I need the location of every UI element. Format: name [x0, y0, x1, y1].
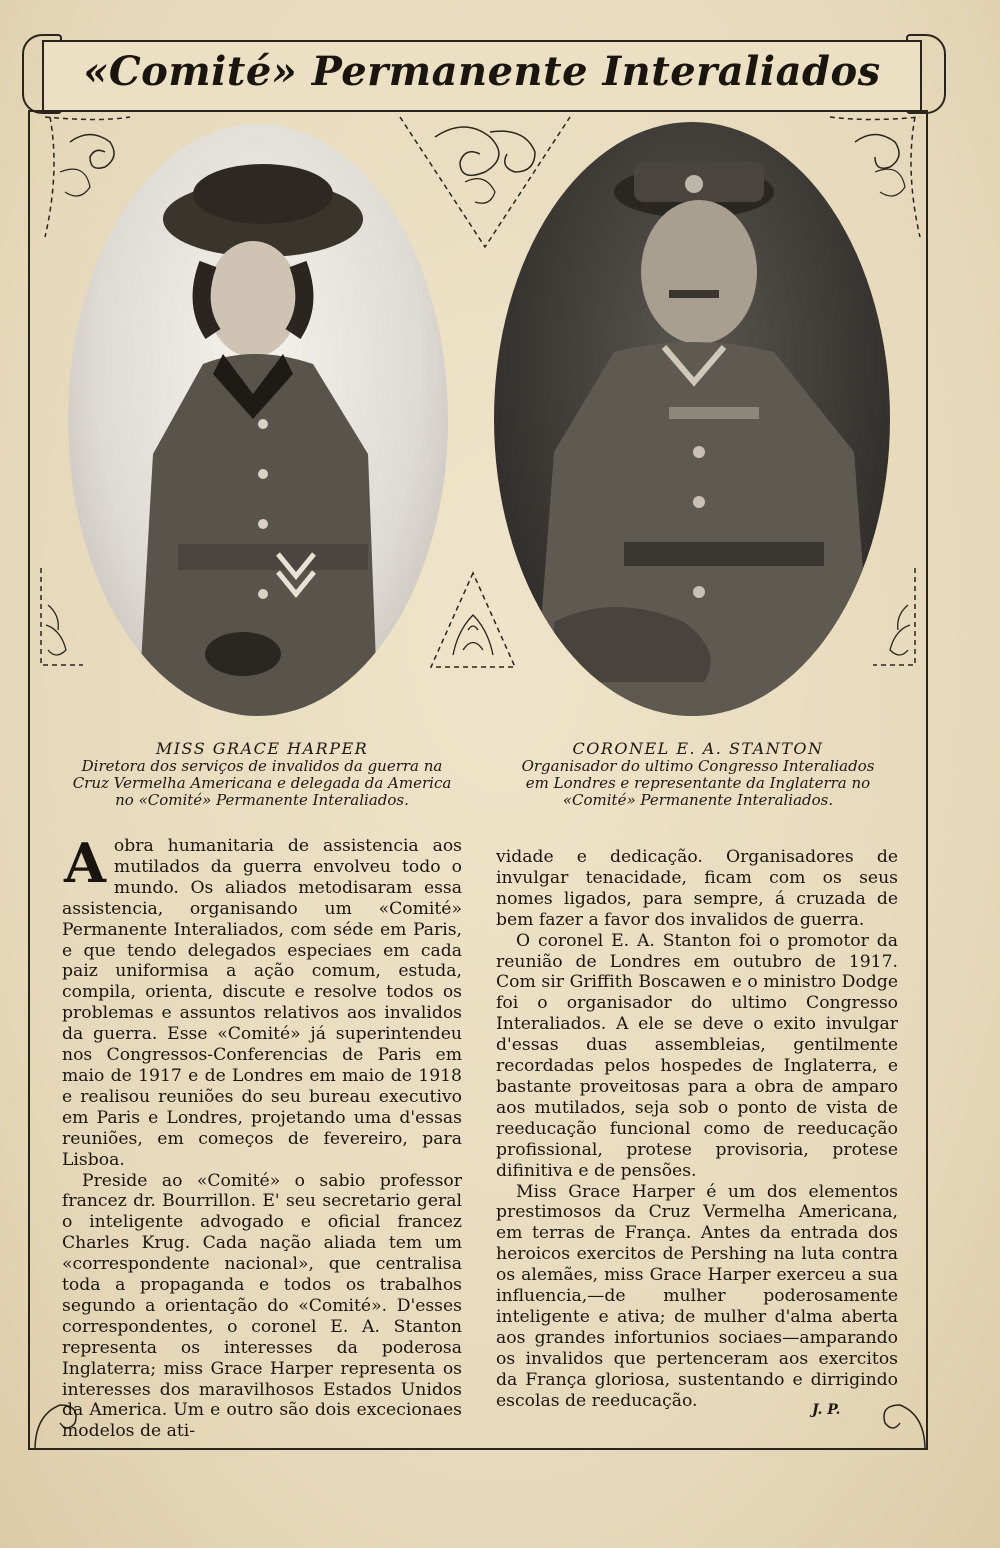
page-title: «Comité» Permanente Interaliados	[83, 48, 881, 95]
article-column-left	[62, 831, 462, 1442]
article-paragraph	[62, 831, 462, 1171]
author-signature: J. P.	[812, 1402, 841, 1418]
article-column-right	[496, 847, 898, 1411]
article-paragraph: vidade e dedicação. Organisadores de invulgar tenacidade, ficam com os seus nomes ligados, para sempre, á cruzada de bem fazer a favor dos invalidos de guerra.	[496, 847, 898, 930]
bottom-center-ornament-icon	[428, 570, 518, 670]
officer-figure-icon	[494, 122, 890, 716]
portrait-grace-harper	[68, 124, 448, 716]
article-paragraph: Miss Grace Harper é um dos elementos prestimosos da Cruz Vermelha Americana, em terras de França. Antes da entrada dos heroicos exercitos de Pershing na luta contra os alemães, miss Grace Harper exerceu a sua influencia,—de mulher poderosamente inteligente e ativa; de mulher d'alma aberta aos grandes infortunios sociaes—amparando os invalidos que pertenceram aos exercitos da França gloriosa, sustentando e dirrigindo escolas de reeducação.	[496, 1181, 898, 1411]
portrait-coronel-stanton	[494, 122, 890, 716]
caption-left-line-1: Diretora dos serviços de invalidos da guerra na	[81, 757, 443, 775]
woman-figure-icon	[68, 124, 448, 716]
caption-right-line-2: em Londres e representante da Inglaterra no	[525, 774, 871, 792]
caption-right	[488, 740, 908, 809]
caption-right-line-3: «Comité» Permanente Interaliados.	[562, 791, 834, 809]
caption-left-line-2: Cruz Vermelha Americana e delegada da America	[72, 774, 452, 792]
drop-cap: A	[64, 831, 106, 895]
caption-left	[52, 740, 472, 809]
caption-right-name: CORONEL E. A. STANTON	[572, 739, 824, 758]
bottom-right-ornament-icon	[868, 565, 918, 670]
caption-left-name: MISS GRACE HARPER	[155, 739, 369, 758]
paragraph-text: obra humanitaria de assistencia aos mutilados da guerra envolveu todo o mundo. Os aliados metodisaram essa assistencia, organisando um «Comité» Permanente Interaliados, com séde em Paris, e que tendo delegados especiaes em cada paiz uniformisa a ação comum, estuda, compila, orienta, discute e resolve todos os problemas e assuntos relativos aos invalidos da guerra. Esse «Comité» já superintendeu nos Congressos-Conferencias de Paris em maio de 1917 e de Londres em maio de 1918 e realisou reuniões do seu bureau executivo em Paris e Londres, projetando uma d'essas reuniões, em começos de fevereiro, para Lisboa.	[62, 836, 462, 1170]
bottom-left-ornament-icon	[38, 565, 88, 670]
article-paragraph: Preside ao «Comité» o sabio professor francez dr. Bourrillon. E' seu secretario geral o inteligente advogado e oficial francez Charles Krug. Cada nação aliada tem um «correspondente nacional», que centralisa toda a propaganda e todos os trabalhos segundo a orientação do «Comité». D'esses correspondentes, o coronel E. A. Stanton representa os interesses da poderosa Inglaterra; miss Grace Harper representa os interesses dos maravilhosos Estados Unidos da America. Um e outro são dois excecionaes modelos de ati-	[62, 1170, 462, 1442]
article-paragraph: O coronel E. A. Stanton foi o promotor da reunião de Londres em outubro de 1917. Com sir Griffith Boscawen e o ministro Dodge foi o organisador do ultimo Congresso Interaliados. A ele se deve o exito invulgar d'essas duas assembleias, gentilmente recordadas pelos hospedes de Inglaterra, e bastante proveitosas para a obra de amparo aos mutilados, seja sob o ponto de vista de reeducação funcional como de reeducação profissional, protese provisoria, protese difinitiva e de pensões.	[496, 930, 898, 1181]
caption-left-line-3: no «Comité» Permanente Interaliados.	[115, 791, 409, 809]
caption-right-line-1: Organisador do ultimo Congresso Interaliados	[521, 757, 875, 775]
